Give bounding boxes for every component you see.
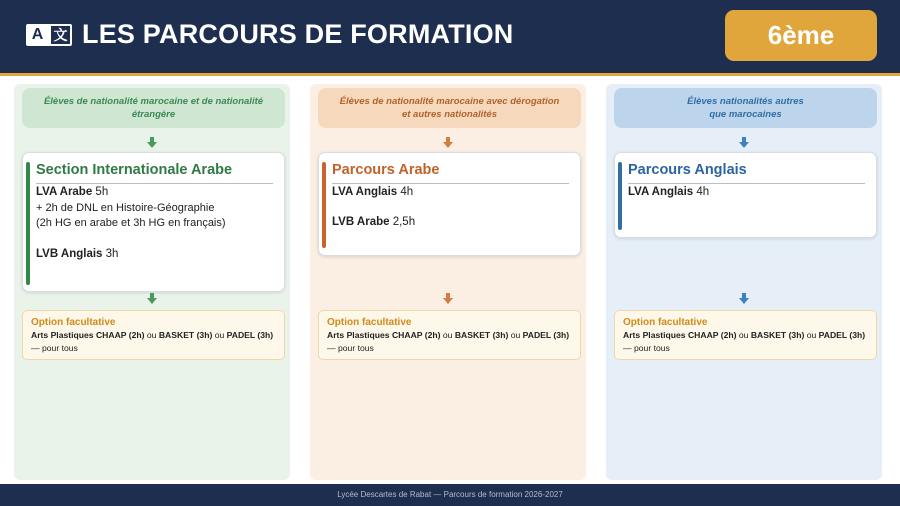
option-choices <box>327 329 580 342</box>
arrow-down-icon <box>739 293 749 305</box>
arrow-down-icon <box>739 137 749 149</box>
column-section-internationale <box>14 84 290 480</box>
arrow-down-icon <box>443 293 453 305</box>
page-title: LES PARCOURS DE FORMATION <box>82 19 514 49</box>
logo-letter-a: A <box>26 24 49 46</box>
option-note: — pour tous <box>327 343 374 353</box>
option-or: ou <box>212 330 227 340</box>
extra-line-1: + 2h de DNL en Histoire-Géographie <box>36 202 215 214</box>
option-arts: Arts Plastiques CHAAP (2h) <box>31 330 145 340</box>
lva-label: LVA Anglais <box>332 186 398 198</box>
option-note: — pour tous <box>31 343 78 353</box>
option-or: ou <box>144 330 159 340</box>
course-card <box>614 152 877 238</box>
lva-label: LVA Arabe <box>36 186 93 198</box>
lva-line <box>36 186 108 198</box>
lvb-line <box>332 216 415 228</box>
lva-hours: 4h <box>397 186 414 198</box>
audience-text: Élèves de nationalité marocaine avec dérogation <box>339 96 560 107</box>
option-box <box>22 310 285 360</box>
option-title: Option facultative <box>31 317 116 328</box>
option-basket: BASKET (3h) <box>158 330 213 340</box>
card-accent-bar <box>322 162 326 248</box>
option-arts: Arts Plastiques CHAAP (2h) <box>623 330 737 340</box>
lvb-label: LVB Arabe <box>332 216 390 228</box>
lva-line <box>332 186 413 198</box>
audience-text-2: et autres nationalités <box>401 109 497 120</box>
lva-hours: 4h <box>693 186 710 198</box>
lva-label: LVA Anglais <box>628 186 694 198</box>
audience-text: Élèves de nationalité marocaine et de nationalité étrangère <box>43 96 264 120</box>
translate-icon <box>26 24 72 46</box>
card-title: Parcours Anglais <box>628 162 747 178</box>
option-note: — pour tous <box>623 343 670 353</box>
option-basket: BASKET (3h) <box>750 330 805 340</box>
option-or: ou <box>736 330 751 340</box>
column-parcours-arabe <box>310 84 586 480</box>
audience-text: Élèves nationalités autres <box>687 96 804 107</box>
card-accent-bar <box>618 162 622 230</box>
card-divider <box>36 183 273 184</box>
option-box <box>318 310 581 360</box>
footer-text: Lycée Descartes de Rabat — Parcours de formation 2026-2027 <box>337 490 563 499</box>
option-or: ou <box>804 330 819 340</box>
footer-bar <box>0 484 900 506</box>
option-box <box>614 310 877 360</box>
option-padel: PADEL (3h) <box>226 330 274 340</box>
lvb-hours: 3h <box>102 248 119 260</box>
arrow-down-icon <box>443 137 453 149</box>
lva-line <box>628 186 709 198</box>
option-choices <box>31 329 284 342</box>
audience-pill <box>318 88 581 128</box>
option-padel: PADEL (3h) <box>522 330 570 340</box>
option-or: ou <box>508 330 523 340</box>
audience-pill <box>614 88 877 128</box>
arrow-down-icon <box>147 293 157 305</box>
option-padel: PADEL (3h) <box>818 330 866 340</box>
card-accent-bar <box>26 162 30 285</box>
option-arts: Arts Plastiques CHAAP (2h) <box>327 330 441 340</box>
arrow-down-icon <box>147 137 157 149</box>
card-divider <box>628 183 865 184</box>
header-bar <box>0 0 900 76</box>
card-title: Section Internationale Arabe <box>36 162 233 178</box>
audience-pill <box>22 88 285 128</box>
lvb-label: LVB Anglais <box>36 248 103 260</box>
option-or: ou <box>440 330 455 340</box>
logo-letter-glyph: 文 <box>49 24 72 46</box>
level-badge: 6ème <box>725 10 877 61</box>
lvb-line <box>36 248 118 260</box>
extra-line-2: (2h HG en arabe et 3h HG en français) <box>36 217 226 229</box>
lvb-hours: 2,5h <box>389 216 416 228</box>
column-parcours-anglais <box>606 84 882 480</box>
course-card <box>22 152 285 292</box>
lva-hours: 5h <box>92 186 109 198</box>
option-basket: BASKET (3h) <box>454 330 509 340</box>
card-title: Parcours Arabe <box>332 162 440 178</box>
option-choices <box>623 329 876 342</box>
option-title: Option facultative <box>327 317 412 328</box>
option-title: Option facultative <box>623 317 708 328</box>
card-divider <box>332 183 569 184</box>
course-card <box>318 152 581 256</box>
audience-text-2: que marocaines <box>709 109 782 120</box>
